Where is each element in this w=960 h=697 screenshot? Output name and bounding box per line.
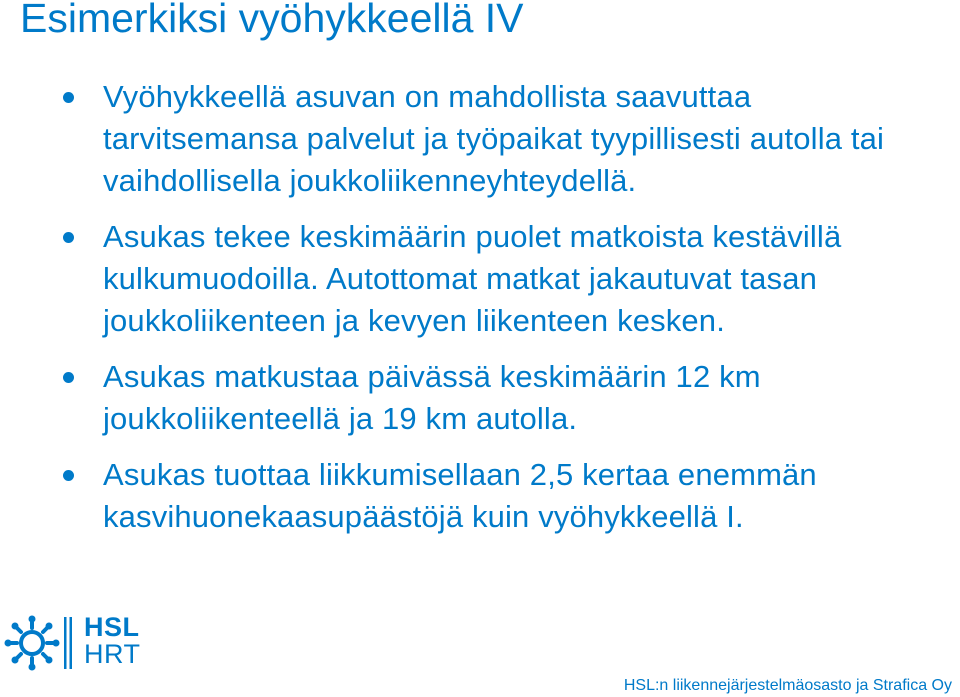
logo-line-hsl: HSL [84,612,140,642]
bullet-dot-icon [63,92,74,103]
bullet-dot-icon [63,232,74,243]
bullet-item [0,454,960,538]
bullet-text: Asukas matkustaa päivässä keskimäärin 12 km joukkoliikenteellä ja 19 km autolla. [103,359,761,436]
bullet-item [0,356,960,440]
bullet-list [0,76,960,552]
bullet-text: Asukas tuottaa liikkumisellaan 2,5 kertaa enemmän kasvihuonekaasupäästöjä kuin vyöhykkeellä I. [103,457,817,534]
bullet-item [0,76,960,202]
bullet-text: Asukas tekee keskimäärin puolet matkoista kestävillä kulkumuodoilla. Autottomat matkat jakautuvat tasan joukkoliikenteen ja kevyen liikenteen kesken. [103,219,842,338]
bullet-dot-icon [63,372,74,383]
hsl-logo [84,614,141,668]
logo-line-hrt: HRT [84,639,141,669]
footer-credit: HSL:n liikennejärjestelmäosasto ja Strafica Oy [623,677,952,694]
slide-title: Esimerkiksi vyöhykkeellä IV [20,0,524,41]
bullet-item [0,216,960,342]
hsl-sun-logo-icon [4,614,60,672]
bullet-text: Vyöhykkeellä asuvan on mahdollista saavuttaa tarvitsemansa palvelut ja työpaikat tyypillisesti autolla tai vaihdollisella joukkoliikenneyhteydellä. [103,79,885,198]
logo-divider [64,617,72,669]
bullet-dot-icon [63,470,74,481]
